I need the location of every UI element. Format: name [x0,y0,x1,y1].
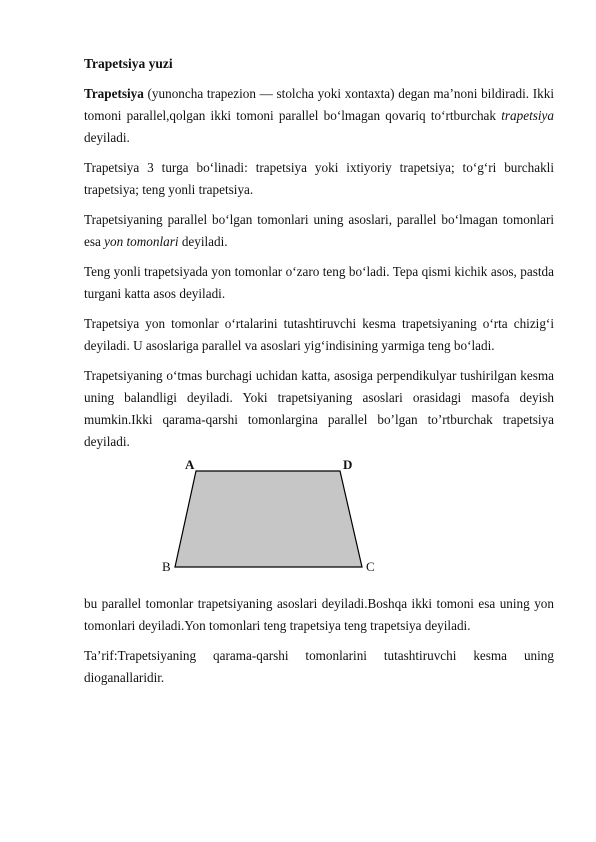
paragraph-height: Trapetsiyaning o‘tmas burchagi uchidan katta, asosiga perpendikulyar tushirilgan kesma uning balandligi deyiladi. Yoki trapetsiyaning asoslari orasidagi masofa deyish mumkin.Ikki qarama-qarshi tomonlargina parallel bo’lgan to’rtburchak trapetsiya deyiladi. [84,368,554,449]
term-yon-tomonlari: yon tomonlari [104,234,179,249]
definition-end: deyiladi. [84,130,130,145]
paragraph-isosceles: Teng yonli trapetsiyada yon tomonlar o‘zaro teng bo‘ladi. Tepa qismi kichik asos, pastda turgani katta asos deyiladi. [84,264,554,301]
section-title: Trapetsiya yuzi [84,56,173,71]
document-page [84,54,554,697]
sides-text: Trapetsiyaning parallel bo‘lgan tomonlari uning asoslari, parallel bo‘lmagan tomonlari esa [84,212,554,249]
paragraph-midline: Trapetsiya yon tomonlar o‘rtalarini tutashtiruvchi kesma trapetsiyaning o‘rta chizig‘i deyiladi. U asoslariga parallel va asoslari yig‘indisining yarmiga teng bo‘ladi. [84,316,554,353]
trapezoid-shape [175,471,362,567]
trapezoid-figure [84,457,554,581]
paragraph-definition [84,83,554,149]
vertex-label-c: C [366,559,375,574]
sides-end: deyiladi. [178,234,228,249]
vertex-label-a: A [185,457,195,472]
paragraph-bases: bu parallel tomonlar trapetsiyaning asoslari deyiladi.Boshqa ikki tomoni esa uning yon tomonlari deyiladi.Yon tomonlari teng trapetsiya teng trapetsiya deyiladi. [84,596,554,633]
vertex-label-d: D [343,457,353,472]
vertex-label-b: B [162,559,171,574]
trapezoid-svg [84,463,554,581]
paragraph-sides [84,209,554,253]
paragraph-types: Trapetsiya 3 turga bo‘linadi: trapetsiya yoki ixtiyoriy trapetsiya; to‘g‘ri burchakli trapetsiya; teng yonli trapetsiya. [84,160,554,197]
term-italic: trapetsiya [501,108,554,123]
paragraph-diagonal: Ta’rif:Trapetsiyaning qarama-qarshi tomonlarini tutashtiruvchi kesma uning dioganallaridir. [84,648,554,685]
term-trapetsiya: Trapetsiya [84,86,144,101]
definition-text: (yunoncha trapezion — stolcha yoki xontaxta) degan ma’noni bildiradi. Ikki tomoni parallel,qolgan ikki tomoni parallel bo‘lmagan qovariq to‘rtburchak [84,86,554,123]
